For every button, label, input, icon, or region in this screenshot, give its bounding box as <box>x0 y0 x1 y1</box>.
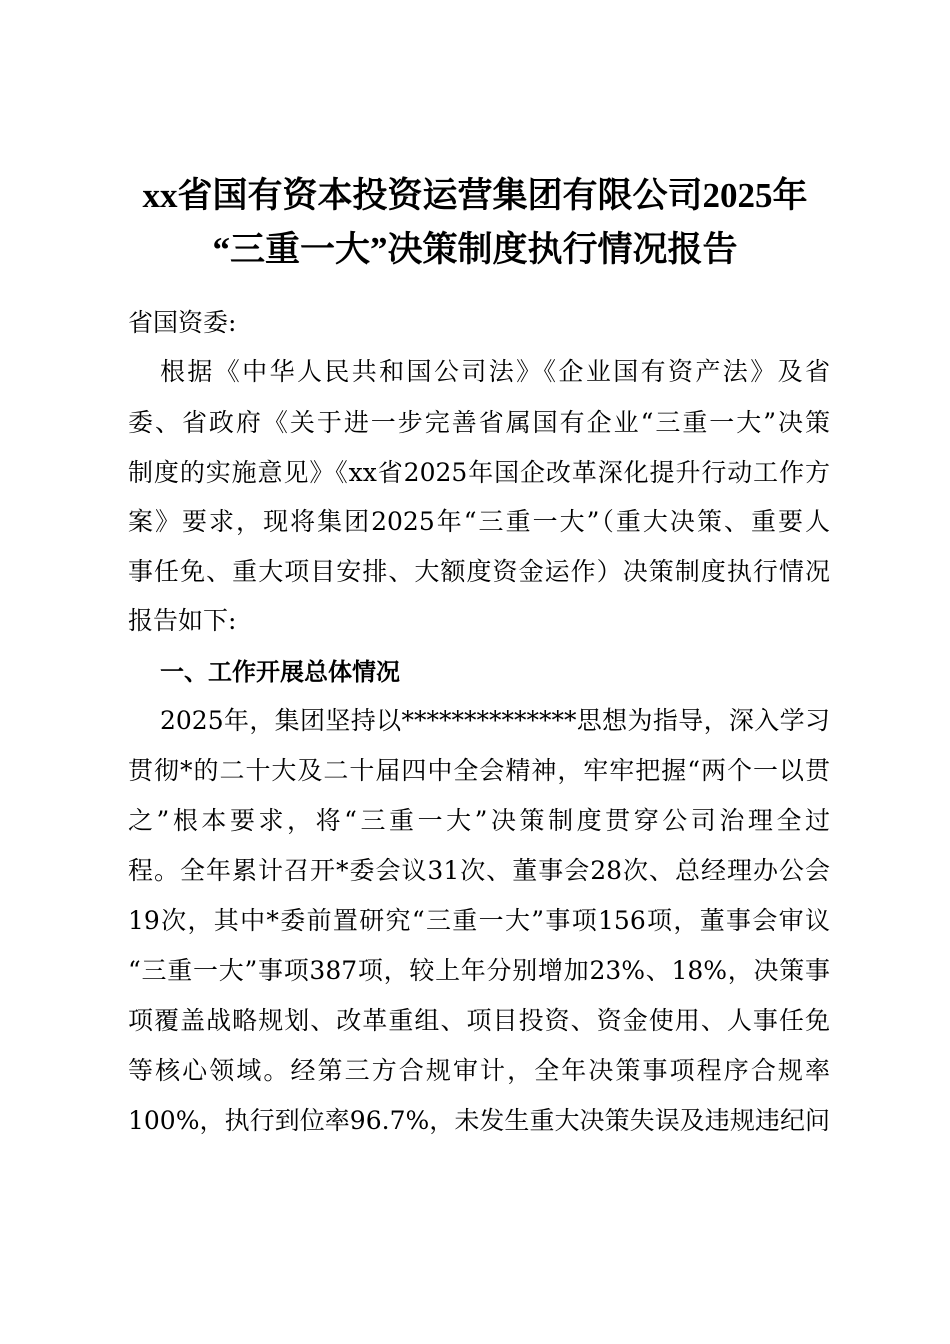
document-title-line-1: xx省国有资本投资运营集团有限公司2025年 <box>142 176 808 215</box>
paragraph-line: 等核心领域。经第三方合规审计，全年决策事项程序合规率 <box>128 1056 830 1085</box>
paragraph-line: 2025年，集团坚持以**************思想为指导，深入学习 <box>160 706 830 735</box>
paragraph-line: 项覆盖战略规划、改革重组、项目投资、资金使用、人事任免 <box>128 1006 830 1035</box>
paragraph-line: 贯彻*的二十大及二十届四中全会精神，牢牢把握“两个一以贯 <box>128 756 830 785</box>
paragraph-line: 之”根本要求，将“三重一大”决策制度贯穿公司治理全过 <box>128 806 830 835</box>
paragraph-line: 19次，其中*委前置研究“三重一大”事项156项，董事会审议 <box>128 906 830 935</box>
paragraph-line: 程。全年累计召开*委会议31次、董事会28次、总经理办公会 <box>128 856 830 885</box>
paragraph-line: “三重一大”事项387项，较上年分别增加23%、18%，决策事 <box>128 956 830 985</box>
section-heading: 一、工作开展总体情况 <box>160 658 400 686</box>
paragraph-line: 事任免、重大项目安排、大额度资金运作）决策制度执行情况 <box>128 557 830 586</box>
paragraph-line: 制度的实施意见》《xx省2025年国企改革深化提升行动工作方 <box>128 458 830 487</box>
paragraph-line: 报告如下: <box>128 606 237 635</box>
paragraph-line: 100%，执行到位率96.7%，未发生重大决策失误及违规违纪问 <box>128 1106 830 1135</box>
paragraph-line: 案》要求，现将集团2025年“三重一大”（重大决策、重要人 <box>128 507 830 536</box>
paragraph-line: 委、省政府《关于进一步完善省属国有企业“三重一大”决策 <box>128 408 830 437</box>
document-title-line-2: “三重一大”决策制度执行情况报告 <box>212 230 738 269</box>
salutation: 省国资委: <box>128 308 237 337</box>
paragraph-line: 根据《中华人民共和国公司法》《企业国有资产法》及省 <box>160 357 830 386</box>
